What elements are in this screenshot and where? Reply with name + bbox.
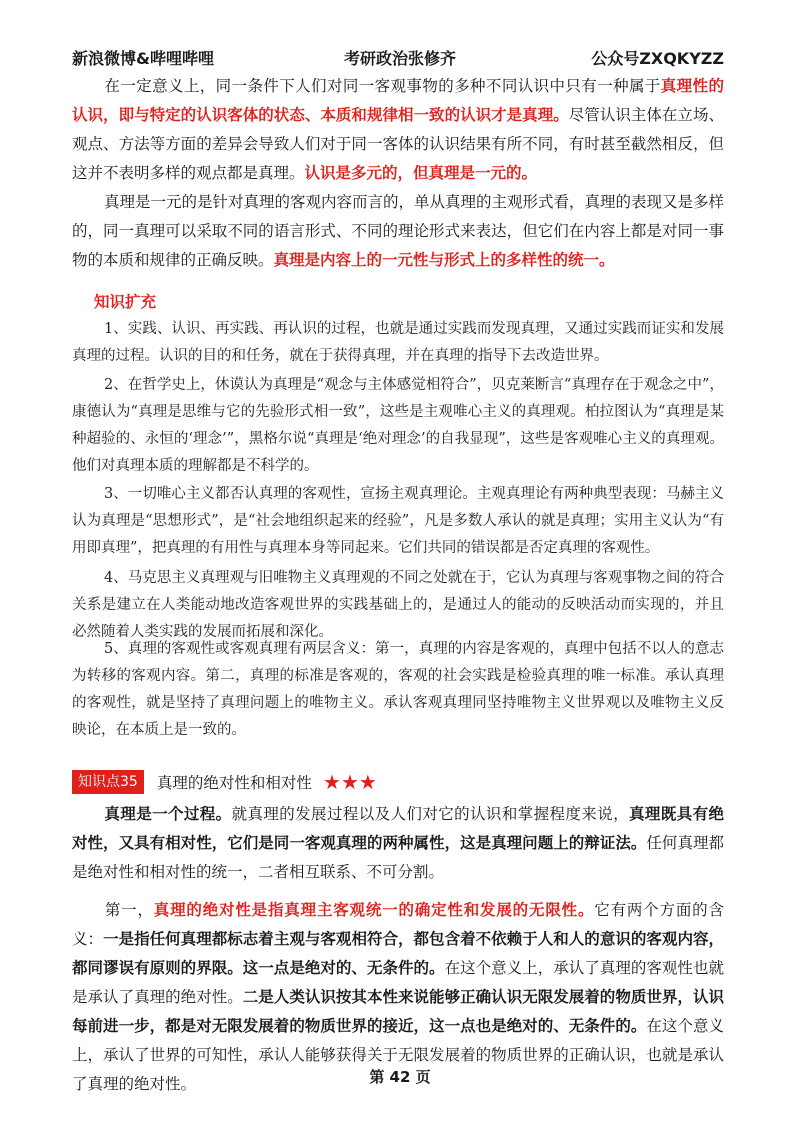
p3-text-b: 就真理的发展过程以及人们对它的认识和掌握程度来说，: [231, 805, 629, 823]
extension-item-3-text: 3、一切唯心主义都否认真理的客观性，宣扬主观真理论。主观真理论有两种典型表现：马赫主义认为真理是“思想形式”，是“社会地组织起来的经验”，凡是多数人承认的就是真理；实用主义认为“有用即真理”，把真理的有用性与真理本身等同起来。它们共同的错误都是否定真理的客观性。: [72, 486, 724, 556]
page-number: 第 42 页: [369, 1068, 431, 1086]
paragraph-3: [72, 800, 724, 887]
extension-item-5: [72, 636, 724, 744]
p4-bold-d: 一是指任何真理都标志着主观与客观相符合，都包含着不依赖于人和人的意识的客观内容，都同谬误有原则的界限。这一点是绝对的、无条件的。: [72, 930, 724, 977]
extension-item-2: [72, 372, 724, 480]
p2-text-a: 真理是一元的是针对真理的客观内容而言的，单从真理的主观形式看，真理的表现又是多样的，同一真理可以采取不同的语言形式、不同的理论形式来表达，但它们在内容上都是对同一事物的本质和规律的正确反映。: [72, 193, 725, 269]
page-header: [72, 46, 724, 70]
p3-text-d: 任何真理都是绝对性和相对性的统一，二者相互联系、不可分割。: [72, 834, 724, 881]
p3-bold-c: 真理既具有绝对性，又具有相对性，它们是同一客观真理的两种属性，这是真理问题上的辩证法。: [72, 805, 724, 852]
extension-item-2-text: 2、在哲学史上，休谟认为真理是“观念与主体感觉相符合”，贝克莱断言“真理存在于观念之中”，康德认为“真理是思维与它的先验形式相一致”，这些是主观唯心主义的真理观。柏拉图认为“真理是某种超验的、永恒的‘理念’”，黑格尔说“真理是‘绝对理念’的自我显现”，这些是客观唯心主义的真理观。他们对真理本质的理解都是不科学的。: [72, 377, 724, 474]
extension-item-4-text: 4、马克思主义真理观与旧唯物主义真理观的不同之处就在于，它认为真理与客观事物之间的符合关系是建立在人类能动地改造客观世界的实践基础上的，是通过人的能动的反映活动而实现的，并且必然随着人类实践的发展而拓展和深化。: [72, 570, 724, 640]
extension-item-3: [72, 481, 724, 562]
extension-item-1-text: 1、实践、认识、再实践、再认识的过程，也就是通过实践而发现真理，又通过实践而证实和发展真理的过程。认识的目的和任务，就在于获得真理，并在真理的指导下去改造世界。: [72, 321, 724, 364]
p1-text-a: 在一定意义上，同一条件下人们对同一客观事物的多种不同认识中只有一种属于: [104, 77, 661, 95]
header-right-text: 公众号ZXQKYZZ: [591, 49, 724, 68]
knowledge-point-badge: 知识点35: [72, 770, 144, 794]
p4-highlight-b: 真理的绝对性是指真理主客观统一的确定性和发展的无限性。: [153, 901, 595, 919]
p4-text-g: 在这个意义上，承认了世界的可知性，承认人能够获得关于无限发展着的物质世界的正确认识，也就是承认了真理的绝对性。: [72, 1017, 724, 1093]
extension-item-1: [72, 316, 724, 370]
p3-bold-a: 真理是一个过程。: [104, 805, 232, 823]
p4-bold-f: 二是人类认识按其本性来说能够正确认识无限发展着的物质世界，认识每前进一步，都是对无限发展着的物质世界的接近，这一点也是绝对的、无条件的。: [72, 988, 724, 1035]
p4-text-e: 在这个意义上，承认了真理的客观性也就是承认了真理的绝对性。: [72, 959, 724, 1006]
header-left-text: 新浪微博&哔哩哔哩: [72, 49, 214, 68]
extension-item-4: [72, 565, 724, 646]
p1-text-c: 尽管认识主体在立场、观点、方法等方面的差异会导致人们对于同一客体的认识结果有所不同，有时甚至截然相反，但这并不表明多样的观点都是真理。: [72, 106, 724, 182]
knowledge-point-heading: [72, 770, 377, 794]
paragraph-1: [72, 72, 724, 188]
paragraph-2: [72, 188, 724, 275]
star-rating-icon: ★★★: [323, 770, 377, 794]
p1-highlight-d: 认识是多元的，但真理是一元的。: [304, 164, 538, 182]
header-center-text: 考研政治张修齐: [344, 49, 457, 68]
knowledge-point-title: 真理的绝对性和相对性: [156, 774, 312, 792]
p4-text-a: 第一，: [104, 901, 154, 919]
extension-title: 知识扩充: [94, 293, 157, 311]
extension-item-5-text: 5、真理的客观性或客观真理有两层含义：第一，真理的内容是客观的，真理中包括不以人的意志为转移的客观内容。第二，真理的标准是客观的，客观的社会实践是检验真理的唯一标准。承认真理的客观性，就是坚持了真理问题上的唯物主义。承认客观真理同坚持唯物主义世界观以及唯物主义反映论，在本质上是一致的。: [72, 641, 724, 738]
p4-text-c: 它有两个方面的含义：: [72, 901, 724, 948]
p2-highlight-b: 真理是内容上的一元性与形式上的多样性的统一。: [273, 251, 615, 269]
p1-highlight-b: 真理性的认识，即与特定的认识客体的状态、本质和规律相一致的认识才是真理。: [72, 77, 724, 124]
